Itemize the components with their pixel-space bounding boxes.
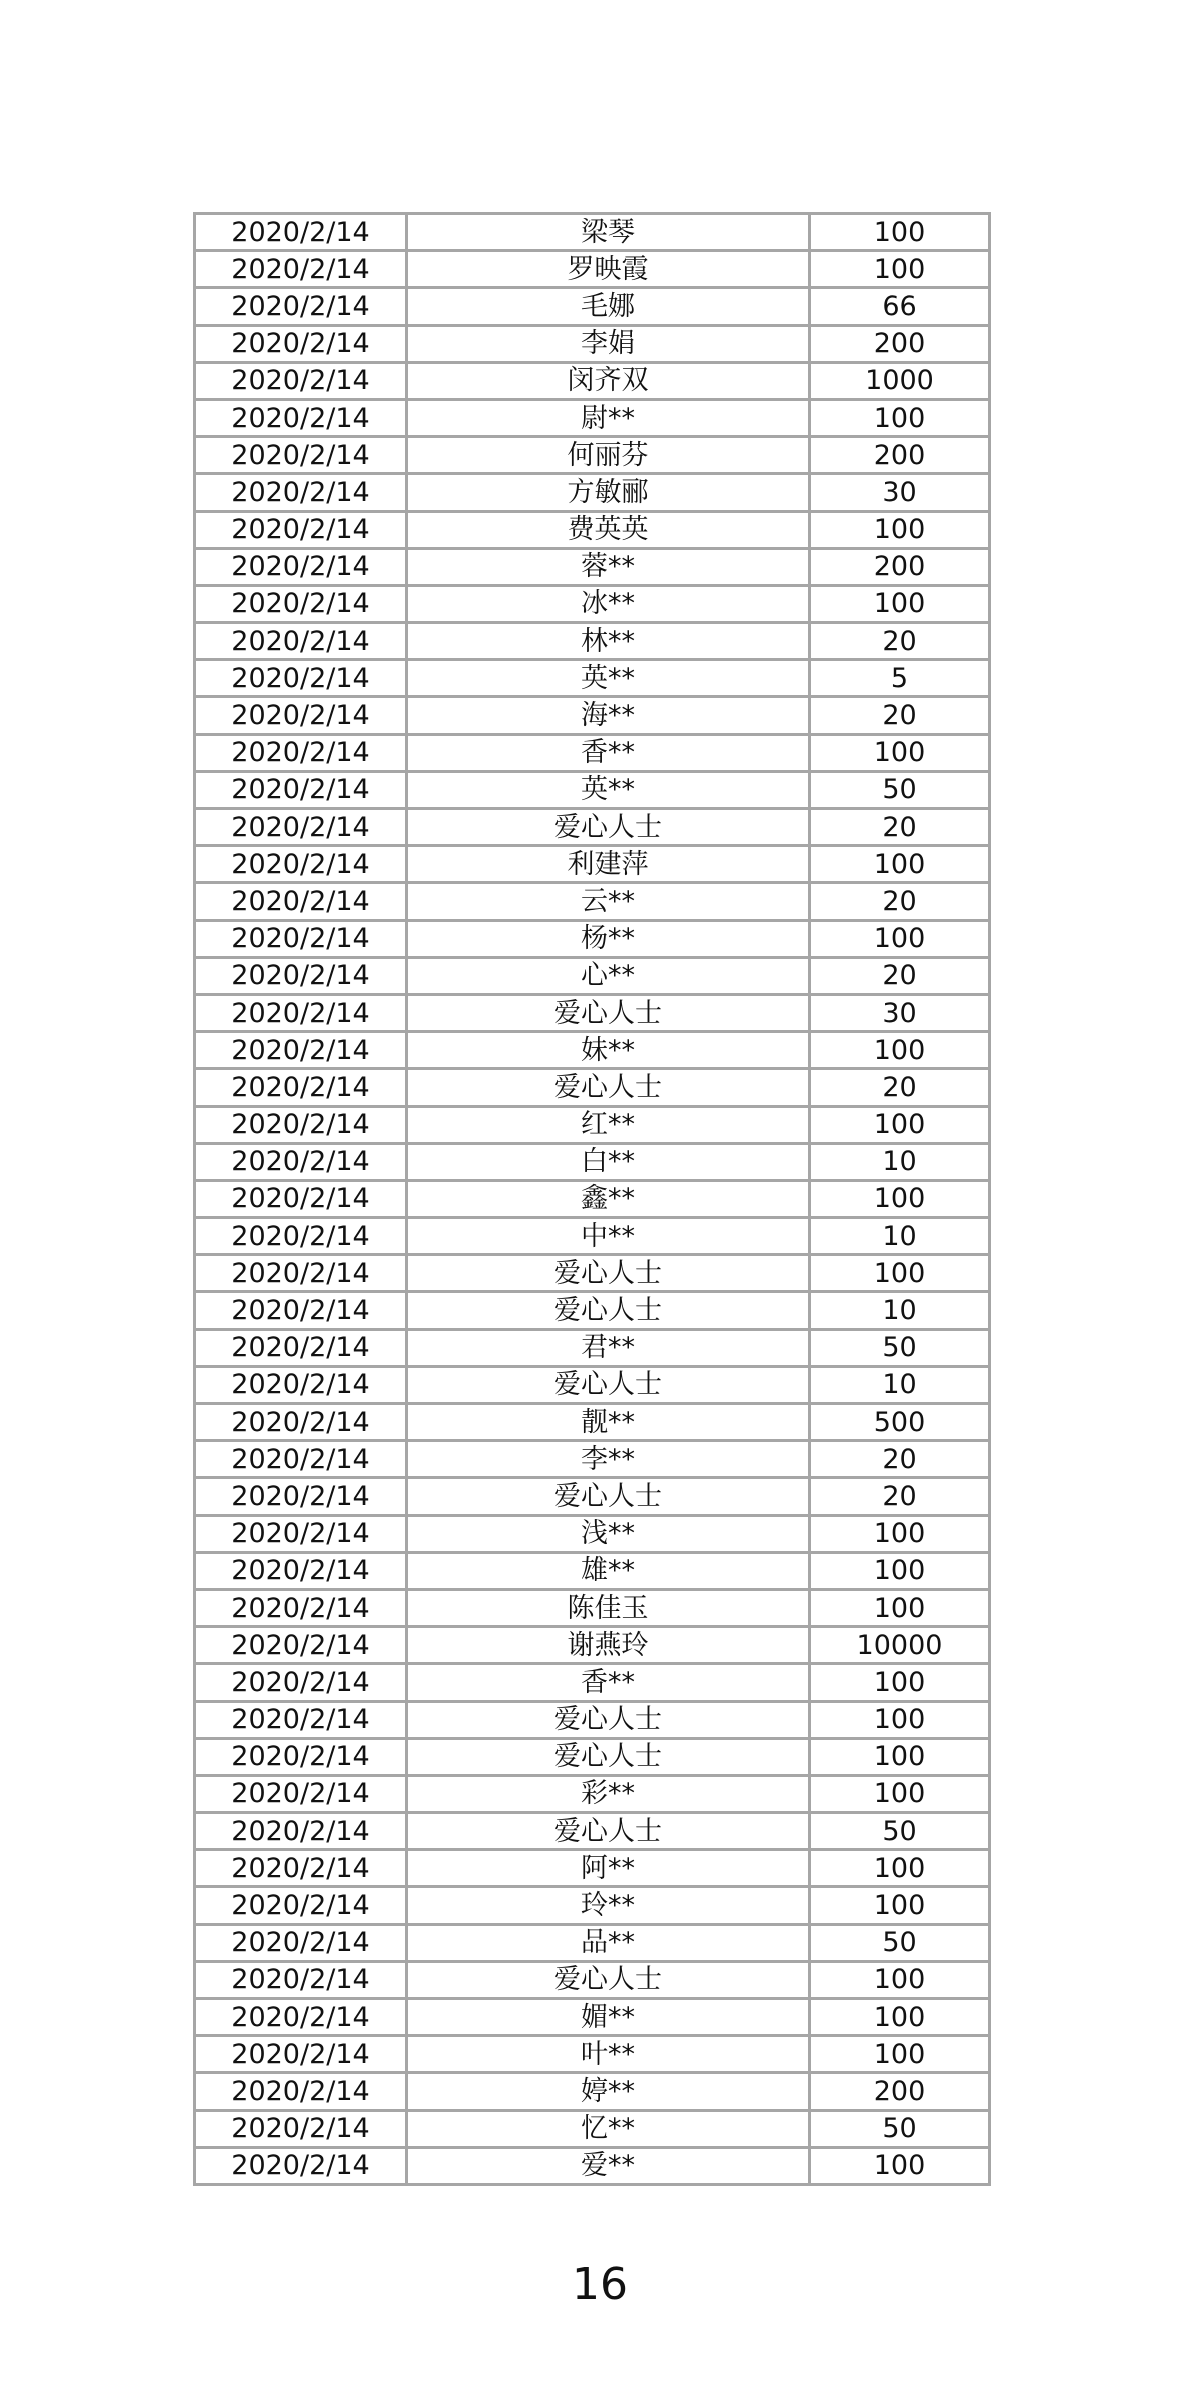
table-row <box>195 585 990 622</box>
table-row <box>195 734 990 771</box>
amount-cell: 100 <box>810 1180 990 1217</box>
date-cell: 2020/2/14 <box>195 2073 407 2110</box>
donor-name-cell: 爱心人士 <box>407 1813 810 1850</box>
donor-name-cell: 方敏郦 <box>407 474 810 511</box>
table-row <box>195 1366 990 1403</box>
table-row <box>195 325 990 362</box>
amount-cell: 200 <box>810 325 990 362</box>
date-cell: 2020/2/14 <box>195 1032 407 1069</box>
date-cell: 2020/2/14 <box>195 1366 407 1403</box>
donor-name-cell: 李娟 <box>407 325 810 362</box>
table-row <box>195 1143 990 1180</box>
date-cell: 2020/2/14 <box>195 548 407 585</box>
donor-name-cell: 香** <box>407 734 810 771</box>
table-row <box>195 1404 990 1441</box>
amount-cell: 20 <box>810 957 990 994</box>
date-cell: 2020/2/14 <box>195 511 407 548</box>
date-cell: 2020/2/14 <box>195 920 407 957</box>
amount-cell: 20 <box>810 1441 990 1478</box>
table-row <box>195 362 990 399</box>
donor-name-cell: 谢燕玲 <box>407 1627 810 1664</box>
donor-name-cell: 英** <box>407 660 810 697</box>
date-cell: 2020/2/14 <box>195 1850 407 1887</box>
donor-name-cell: 海** <box>407 697 810 734</box>
donor-name-cell: 阿** <box>407 1850 810 1887</box>
table-row <box>195 2036 990 2073</box>
amount-cell: 100 <box>810 1664 990 1701</box>
table-row <box>195 994 990 1031</box>
donor-name-cell: 彩** <box>407 1775 810 1812</box>
table-row <box>195 2147 990 2184</box>
date-cell: 2020/2/14 <box>195 325 407 362</box>
donation-table <box>193 212 991 2186</box>
date-cell: 2020/2/14 <box>195 1218 407 1255</box>
date-cell: 2020/2/14 <box>195 1329 407 1366</box>
donor-name-cell: 利建萍 <box>407 846 810 883</box>
date-cell: 2020/2/14 <box>195 251 407 288</box>
table-row <box>195 2073 990 2110</box>
table-row <box>195 1180 990 1217</box>
table-row <box>195 1255 990 1292</box>
table-row <box>195 883 990 920</box>
date-cell: 2020/2/14 <box>195 1441 407 1478</box>
donor-name-cell: 中** <box>407 1218 810 1255</box>
amount-cell: 30 <box>810 474 990 511</box>
table-row <box>195 809 990 846</box>
page-number: 16 <box>572 2259 628 2310</box>
table-row <box>195 771 990 808</box>
date-cell: 2020/2/14 <box>195 1404 407 1441</box>
table-row <box>195 1627 990 1664</box>
amount-cell: 100 <box>810 1701 990 1738</box>
donor-name-cell: 靓** <box>407 1404 810 1441</box>
table-row <box>195 2110 990 2147</box>
amount-cell: 500 <box>810 1404 990 1441</box>
table-row <box>195 1738 990 1775</box>
amount-cell: 100 <box>810 1589 990 1626</box>
date-cell: 2020/2/14 <box>195 1106 407 1143</box>
amount-cell: 100 <box>810 1032 990 1069</box>
amount-cell: 10 <box>810 1218 990 1255</box>
donor-name-cell: 蓉** <box>407 548 810 585</box>
donor-name-cell: 何丽芬 <box>407 437 810 474</box>
donor-name-cell: 婷** <box>407 2073 810 2110</box>
amount-cell: 50 <box>810 1329 990 1366</box>
table-row <box>195 1069 990 1106</box>
donor-name-cell: 媚** <box>407 1999 810 2036</box>
date-cell: 2020/2/14 <box>195 771 407 808</box>
donor-name-cell: 雄** <box>407 1552 810 1589</box>
amount-cell: 50 <box>810 771 990 808</box>
donor-name-cell: 毛娜 <box>407 288 810 325</box>
amount-cell: 5 <box>810 660 990 697</box>
table-row <box>195 1478 990 1515</box>
donor-name-cell: 费英英 <box>407 511 810 548</box>
donor-name-cell: 爱心人士 <box>407 1961 810 1998</box>
table-row <box>195 1664 990 1701</box>
donor-name-cell: 爱心人士 <box>407 1366 810 1403</box>
amount-cell: 10 <box>810 1143 990 1180</box>
amount-cell: 100 <box>810 920 990 957</box>
amount-cell: 1000 <box>810 362 990 399</box>
amount-cell: 100 <box>810 1106 990 1143</box>
date-cell: 2020/2/14 <box>195 957 407 994</box>
donor-name-cell: 爱心人士 <box>407 1255 810 1292</box>
amount-cell: 100 <box>810 1775 990 1812</box>
table-row <box>195 251 990 288</box>
table-row <box>195 474 990 511</box>
table-row <box>195 1441 990 1478</box>
date-cell: 2020/2/14 <box>195 1887 407 1924</box>
table-row <box>195 1218 990 1255</box>
table-row <box>195 957 990 994</box>
donor-name-cell: 君** <box>407 1329 810 1366</box>
table-row <box>195 288 990 325</box>
date-cell: 2020/2/14 <box>195 1924 407 1961</box>
table-body <box>195 214 990 2185</box>
date-cell: 2020/2/14 <box>195 994 407 1031</box>
amount-cell: 100 <box>810 1515 990 1552</box>
table-row <box>195 1515 990 1552</box>
date-cell: 2020/2/14 <box>195 2110 407 2147</box>
donor-name-cell: 心** <box>407 957 810 994</box>
date-cell: 2020/2/14 <box>195 437 407 474</box>
donor-name-cell: 爱** <box>407 2147 810 2184</box>
amount-cell: 50 <box>810 1813 990 1850</box>
amount-cell: 30 <box>810 994 990 1031</box>
date-cell: 2020/2/14 <box>195 883 407 920</box>
amount-cell: 100 <box>810 399 990 436</box>
date-cell: 2020/2/14 <box>195 214 407 251</box>
amount-cell: 10000 <box>810 1627 990 1664</box>
table-row <box>195 920 990 957</box>
table-row <box>195 1589 990 1626</box>
donor-name-cell: 爱心人士 <box>407 809 810 846</box>
amount-cell: 100 <box>810 1961 990 1998</box>
donor-name-cell: 梁琴 <box>407 214 810 251</box>
amount-cell: 100 <box>810 1850 990 1887</box>
donor-name-cell: 陈佳玉 <box>407 1589 810 1626</box>
table-row <box>195 1292 990 1329</box>
donor-name-cell: 云** <box>407 883 810 920</box>
table-row <box>195 511 990 548</box>
table-row <box>195 623 990 660</box>
table-row <box>195 437 990 474</box>
date-cell: 2020/2/14 <box>195 1478 407 1515</box>
table-row <box>195 1106 990 1143</box>
date-cell: 2020/2/14 <box>195 399 407 436</box>
amount-cell: 200 <box>810 2073 990 2110</box>
table-row <box>195 1887 990 1924</box>
date-cell: 2020/2/14 <box>195 1999 407 2036</box>
date-cell: 2020/2/14 <box>195 1627 407 1664</box>
donor-name-cell: 叶** <box>407 2036 810 2073</box>
table-row <box>195 846 990 883</box>
amount-cell: 100 <box>810 1552 990 1589</box>
donor-name-cell: 忆** <box>407 2110 810 2147</box>
table-row <box>195 660 990 697</box>
amount-cell: 100 <box>810 1738 990 1775</box>
amount-cell: 100 <box>810 251 990 288</box>
date-cell: 2020/2/14 <box>195 1292 407 1329</box>
amount-cell: 20 <box>810 1478 990 1515</box>
amount-cell: 100 <box>810 1255 990 1292</box>
date-cell: 2020/2/14 <box>195 1589 407 1626</box>
table-row <box>195 1961 990 1998</box>
donor-name-cell: 杨** <box>407 920 810 957</box>
donor-name-cell: 爱心人士 <box>407 1069 810 1106</box>
donor-name-cell: 白** <box>407 1143 810 1180</box>
date-cell: 2020/2/14 <box>195 1069 407 1106</box>
donor-name-cell: 浅** <box>407 1515 810 1552</box>
table-row <box>195 1329 990 1366</box>
donor-name-cell: 鑫** <box>407 1180 810 1217</box>
amount-cell: 100 <box>810 2036 990 2073</box>
amount-cell: 200 <box>810 437 990 474</box>
donor-name-cell: 品** <box>407 1924 810 1961</box>
date-cell: 2020/2/14 <box>195 1775 407 1812</box>
donor-name-cell: 李** <box>407 1441 810 1478</box>
date-cell: 2020/2/14 <box>195 660 407 697</box>
donor-name-cell: 爱心人士 <box>407 994 810 1031</box>
date-cell: 2020/2/14 <box>195 1701 407 1738</box>
amount-cell: 20 <box>810 623 990 660</box>
table-row <box>195 548 990 585</box>
table-row <box>195 214 990 251</box>
date-cell: 2020/2/14 <box>195 809 407 846</box>
donor-name-cell: 闵齐双 <box>407 362 810 399</box>
amount-cell: 100 <box>810 2147 990 2184</box>
date-cell: 2020/2/14 <box>195 846 407 883</box>
date-cell: 2020/2/14 <box>195 1961 407 1998</box>
donor-name-cell: 英** <box>407 771 810 808</box>
date-cell: 2020/2/14 <box>195 2147 407 2184</box>
donor-name-cell: 玲** <box>407 1887 810 1924</box>
date-cell: 2020/2/14 <box>195 1813 407 1850</box>
date-cell: 2020/2/14 <box>195 1143 407 1180</box>
date-cell: 2020/2/14 <box>195 697 407 734</box>
amount-cell: 10 <box>810 1366 990 1403</box>
amount-cell: 100 <box>810 1999 990 2036</box>
date-cell: 2020/2/14 <box>195 1552 407 1589</box>
table-row <box>195 1032 990 1069</box>
amount-cell: 10 <box>810 1292 990 1329</box>
donor-name-cell: 香** <box>407 1664 810 1701</box>
date-cell: 2020/2/14 <box>195 1515 407 1552</box>
donor-name-cell: 罗映霞 <box>407 251 810 288</box>
date-cell: 2020/2/14 <box>195 1738 407 1775</box>
table-row <box>195 697 990 734</box>
donor-name-cell: 爱心人士 <box>407 1292 810 1329</box>
amount-cell: 20 <box>810 809 990 846</box>
donor-name-cell: 林** <box>407 623 810 660</box>
amount-cell: 100 <box>810 734 990 771</box>
table-row <box>195 399 990 436</box>
table-row <box>195 1850 990 1887</box>
table-row <box>195 1552 990 1589</box>
donor-name-cell: 爱心人士 <box>407 1478 810 1515</box>
date-cell: 2020/2/14 <box>195 474 407 511</box>
donor-name-cell: 妹** <box>407 1032 810 1069</box>
amount-cell: 66 <box>810 288 990 325</box>
date-cell: 2020/2/14 <box>195 734 407 771</box>
table-row <box>195 1924 990 1961</box>
amount-cell: 20 <box>810 1069 990 1106</box>
amount-cell: 100 <box>810 585 990 622</box>
amount-cell: 20 <box>810 883 990 920</box>
amount-cell: 100 <box>810 214 990 251</box>
date-cell: 2020/2/14 <box>195 1180 407 1217</box>
date-cell: 2020/2/14 <box>195 623 407 660</box>
table-row <box>195 1999 990 2036</box>
date-cell: 2020/2/14 <box>195 288 407 325</box>
date-cell: 2020/2/14 <box>195 1255 407 1292</box>
table-row <box>195 1813 990 1850</box>
amount-cell: 50 <box>810 2110 990 2147</box>
amount-cell: 100 <box>810 1887 990 1924</box>
donor-name-cell: 尉** <box>407 399 810 436</box>
date-cell: 2020/2/14 <box>195 2036 407 2073</box>
amount-cell: 200 <box>810 548 990 585</box>
table-row <box>195 1775 990 1812</box>
donor-name-cell: 爱心人士 <box>407 1701 810 1738</box>
date-cell: 2020/2/14 <box>195 585 407 622</box>
donor-name-cell: 爱心人士 <box>407 1738 810 1775</box>
table-row <box>195 1701 990 1738</box>
date-cell: 2020/2/14 <box>195 362 407 399</box>
donor-name-cell: 红** <box>407 1106 810 1143</box>
amount-cell: 50 <box>810 1924 990 1961</box>
amount-cell: 20 <box>810 697 990 734</box>
donor-name-cell: 冰** <box>407 585 810 622</box>
amount-cell: 100 <box>810 511 990 548</box>
amount-cell: 100 <box>810 846 990 883</box>
date-cell: 2020/2/14 <box>195 1664 407 1701</box>
